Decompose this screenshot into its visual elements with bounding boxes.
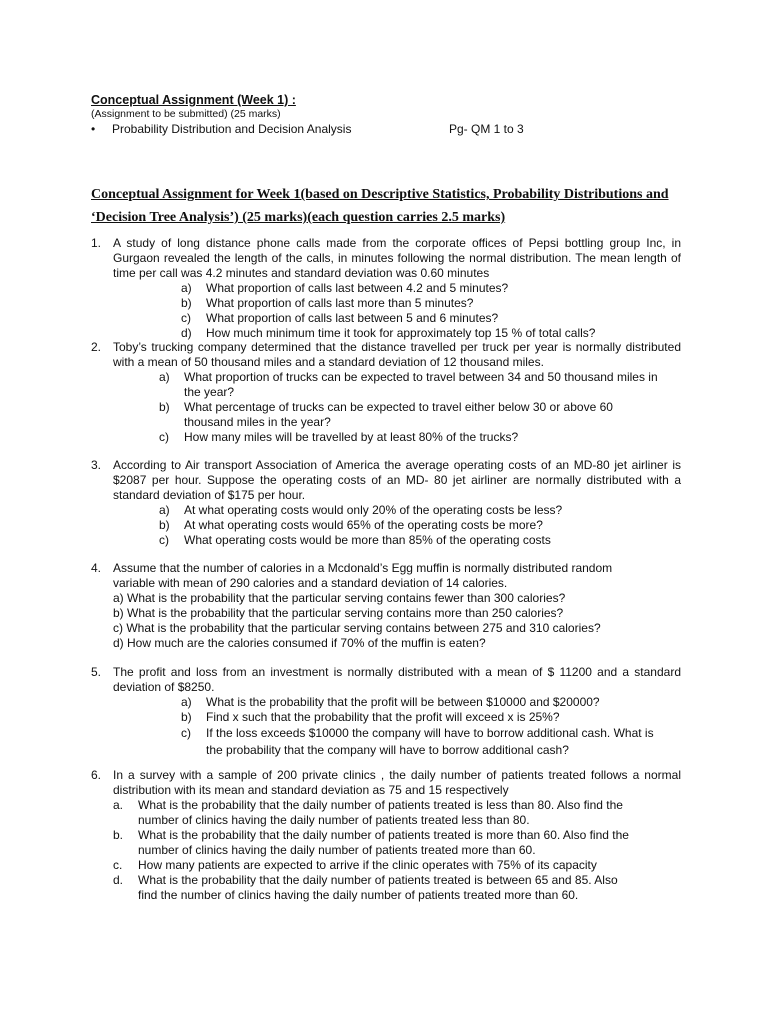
list-item: b) What percentage of trucks can be expected to travel either below 30 or above 60 thousand miles in the year?	[159, 400, 613, 429]
question-parts	[159, 503, 681, 548]
question-6	[91, 768, 681, 903]
list-item: c) What proportion of calls last between 5 and 6 minutes?	[181, 311, 499, 325]
question-text: A study of long distance phone calls made from the corporate offices of Pepsi bottling group Inc, in Gurgaon revealed the length of the calls, in minutes following the normal distribution. The mean length of time per call was 4.2 minutes and standard deviation was 0.60 minutes	[113, 236, 681, 280]
question-text: Toby’s trucking company determined that the distance travelled per truck per year is normally distributed with a mean of 50 thousand miles and a standard deviation of 12 thousand miles.	[113, 340, 681, 369]
question-number: 4.	[91, 561, 102, 575]
assignment-subtitle: (Assignment to be submitted) (25 marks)	[91, 108, 281, 120]
list-item: a. What is the probability that the daily number of patients treated is less than 80. Also find the number of clinics having the daily number of patients treated less than 80.	[113, 798, 623, 827]
list-item: c. How many patients are expected to arrive if the clinic operates with 75% of its capacity	[113, 858, 597, 872]
list-item: a) What proportion of trucks can be expected to travel between 34 and 50 thousand miles in the year?	[159, 370, 658, 399]
question-parts	[181, 695, 661, 759]
question-number: 1.	[91, 236, 102, 250]
bullet-glyph: •	[91, 122, 96, 136]
list-item: a) What proportion of calls last between 4.2 and 5 minutes?	[181, 281, 509, 295]
list-item: a) At what operating costs would only 20% of the operating costs be less?	[159, 503, 563, 517]
list-item: c) What is the probability that the particular serving contains between 275 and 310 calories?	[113, 621, 601, 635]
question-number: 6.	[91, 768, 102, 782]
question-number: 3.	[91, 458, 102, 472]
question-5	[91, 665, 681, 759]
question-parts	[113, 798, 633, 903]
question-text: Assume that the number of calories in a Mcdonald’s Egg muffin is normally distributed random variable with mean of 290 calories and a standard deviation of 14 calories.	[113, 561, 613, 590]
list-item: a) What is the probability that the profit will be between $10000 and $20000?	[181, 695, 600, 709]
topic-text: Probability Distribution and Decision Analysis	[112, 122, 352, 136]
question-number: 5.	[91, 665, 102, 679]
question-2	[91, 340, 681, 445]
question-1	[91, 236, 681, 341]
list-item: a) What is the probability that the particular serving contains fewer than 300 calories?	[113, 591, 566, 605]
list-item: b. What is the probability that the daily number of patients treated is more than 60. Also find the number of clinics having the daily number of patients treated more than 60.	[113, 828, 629, 857]
list-item: b) At what operating costs would 65% of the operating costs be more?	[159, 518, 543, 532]
question-number: 2.	[91, 340, 102, 354]
list-item: b) What is the probability that the particular serving contains more than 250 calories?	[113, 606, 564, 620]
question-parts	[159, 370, 659, 445]
main-title: Conceptual Assignment for Week 1(based on Descriptive Statistics, Probability Distributions and ‘Decision Tree Analysis’) (25 marks)(each question carries 2.5 marks)	[91, 187, 669, 225]
question-text: The profit and loss from an investment is normally distributed with a mean of $ 11200 and a standard deviation of $8250.	[113, 665, 681, 694]
page-reference: Pg- QM 1 to 3	[449, 122, 524, 136]
list-item: b) What proportion of calls last more than 5 minutes?	[181, 296, 474, 310]
list-item: c) If the loss exceeds $10000 the company will have to borrow additional cash. What is the probability that the company will have to borrow additional cash?	[181, 726, 654, 757]
question-4	[91, 561, 681, 651]
question-parts	[181, 281, 681, 341]
assignment-heading: Conceptual Assignment (Week 1) :	[91, 93, 296, 107]
list-item: d) How much are the calories consumed if 70% of the muffin is eaten?	[113, 636, 486, 650]
list-item: b) Find x such that the probability that the profit will exceed x is 25%?	[181, 710, 560, 724]
list-item: c) How many miles will be travelled by at least 80% of the trucks?	[159, 430, 519, 444]
question-text: In a survey with a sample of 200 private clinics , the daily number of patients treated follows a normal distribution with its mean and standard deviation as 75 and 15 respectively	[113, 768, 681, 797]
list-item: c) What operating costs would be more than 85% of the operating costs	[159, 533, 551, 547]
list-item: d. What is the probability that the daily number of patients treated is between 65 and 85. Also find the number of clinics having the daily number of patients treated more than 60.	[113, 873, 618, 902]
question-text: According to Air transport Association of America the average operating costs of an MD-80 jet airliner is $2087 per hour. Suppose the operating costs of an MD- 80 jet airliner are normally distributed with a standard deviation of $175 per hour.	[113, 458, 681, 502]
question-3	[91, 458, 681, 548]
list-item: d) How much minimum time it took for approximately top 15 % of total calls?	[181, 326, 596, 340]
